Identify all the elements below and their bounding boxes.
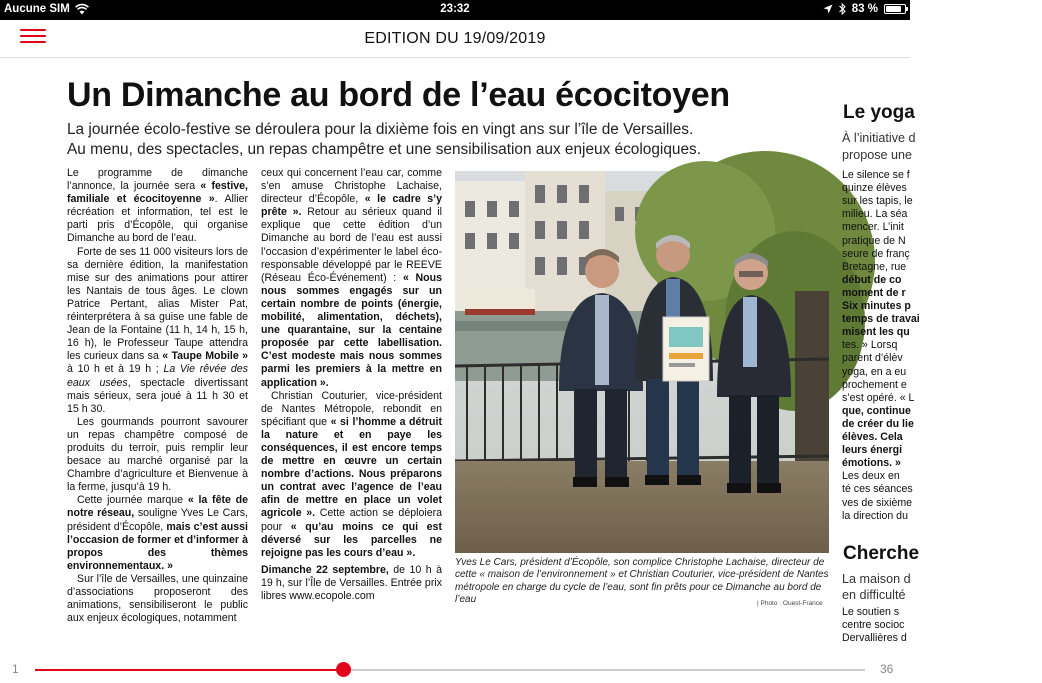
status-icons [823,3,906,15]
article-photo[interactable] [455,171,829,553]
standfirst-line: Au menu, des spectacles, un repas champêtre et une sensibilisation aux enjeux écologiques. [67,141,701,158]
standfirst-line: La journée écolo-festive se déroulera pour la dixième fois en vingt ans sur l’île de Versailles. [67,121,694,138]
third-article-standfirst: en difficulté [842,588,906,602]
body-line: que, continue [842,404,911,417]
newspaper-page[interactable] [0,59,920,653]
body-line: ves de sixième [842,496,913,509]
article-paragraph: Christian Couturier, vice-président de Nantes Métropole, rebondit en spécifiant que « si l’homme a détruit la nature et en paye les conséquences, il est encore temps de mettre en œuvre un certain nombre d’actions. Nous préparons un contrat avec l’agence de l’eau afin de mettre en place un volet agricole ». Cette action se déploiera pour « qu’au moins ce qui est déversé sur les parcelles ne rejoigne pas les cours d’eau ». [261,389,443,559]
battery-icon [884,4,906,14]
next-article-headline: Le yoga [843,102,915,123]
body-line: moment de r [842,286,906,299]
body-line: té ces séances [842,483,913,496]
next-article-standfirst: À l’initiative d [842,131,916,145]
third-article-standfirst: La maison d [842,572,911,586]
body-line: émotions. » [842,457,901,470]
event-info: Dimanche 22 septembre, de 10 h à 19 h, sur l’Île de Versailles. Entrée prix libres www.ecopole.com [261,563,442,602]
photo-credit: | Photo : Ouest-France [757,600,823,607]
status-bar [0,0,910,20]
body-line: Le silence se f [842,169,910,181]
photo-illustration [455,171,829,553]
edition-title: EDITION DU 19/09/2019 [364,30,546,47]
body-line: Bretagne, rue [842,260,907,273]
article-paragraph: Le programme de dimanche l’annonce, la journée sera « festive, familiale et écocitoyenne ». Allier récréation et information, tel est le parti pris d’Écopôle, qui organise Dimanche au bord de l’eau. [67,167,248,245]
body-line: s’est opéré. « L [842,391,915,404]
body-line: temps de travai [842,313,920,326]
carrier-label: Aucune SIM [4,3,70,15]
body-line: sur les tapis, le [842,195,913,208]
page-slider-fill [35,669,343,671]
body-line: Six minutes p [842,300,911,312]
body-line: la direction du [842,509,908,522]
body-line: tes. » Lorsq [842,339,898,352]
article-column-2 [261,167,442,603]
next-article-column[interactable] [842,59,1042,653]
article-paragraph: Les gourmands pourront savourer un repas champêtre composé de produits du terroir, puis remplir leur besace au marché organisé par la Chambre d’agriculture et Bienvenue à la ferme, jusqu’à 19 h. [67,415,248,494]
top-bar [0,20,910,58]
wifi-icon [75,4,89,15]
photo-caption: Yves Le Cars, président d’Écopôle, son complice Christophe Lachaise, directeur de cette « maison de l’environnement » et Christian Couturier, vice-président de Nantes métropole en charge du cycle de l’eau, sont fin prêts pour ce Dimanche au bord de l’eau [455,557,829,606]
article-paragraph: Sur l’île de Versailles, une quinzaine d’associations proposeront des animations, sensibiliseront le public aux enjeux écologiques, notamment [67,572,248,625]
location-arrow-icon [823,4,833,14]
carrier-group [4,3,89,15]
page-slider-bar [0,653,910,683]
article-column-1 [67,167,248,625]
body-line: pratique de N [842,234,906,247]
first-page-label: 1 [12,662,19,676]
body-line: mencer. L’init [842,221,904,234]
clock: 23:32 [440,3,470,15]
article-paragraph: Cette journée marque « la fête de notre réseau, souligne Yves Le Cars, président d’Écopôle, mais c’est aussi l’occasion de former et d’informer à propos des thèmes environnementaux. » [67,494,248,572]
next-article-standfirst: propose une [842,148,913,162]
body-line: de créer du lie [842,417,914,430]
article-paragraph: ceux qui concernent l’eau car, comme s’en amuse Christophe Lachaise, directeur d’Écopôle, « le cadre s’y prête ». Retour au sérieux quand il explique que cette édition d’un Dimanche au bord de l’eau est aussi l’occasion d’expérimenter le label éco-responsable développé par le REEVE (Réseau Éco-Événement) : « Nous nous sommes engagés sur un certain nombre de points (énergie, mobilité, alimentation, déchets), une quarantaine, sur la centaine proposée par cette labellisation. C’est modeste mais nous sommes parmi les premiers à la mettre en application ». [261,167,442,389]
article-headline: Un Dimanche au bord de l’eau écocitoyen [67,76,730,114]
body-line: centre socioc [842,619,905,632]
body-line: seure de franç [842,247,910,260]
page-slider-thumb[interactable] [336,662,351,677]
body-line: milieu. La séa [842,208,908,221]
body-line: élèves. Cela [842,431,903,443]
body-line: début de co [842,273,902,286]
page-slider-track[interactable] [35,669,865,671]
battery-level [886,6,901,12]
body-line: leurs énergi [842,444,903,457]
body-line: misent les qu [842,326,910,339]
bluetooth-icon [839,3,846,15]
battery-percentage: 83 % [851,3,878,15]
last-page-label: 36 [880,662,894,676]
article-standfirst [67,120,727,160]
article-paragraph: Forte de ses 11 000 visiteurs lors de sa dernière édition, la manifestation mise sur des animations pour attirer les Nantais de tous âges. Le clown Patrice Pertant, alias Mister Pat, réinterprétera à sa guise une fable de Jean de la Fontaine (11 h, 14 h, 15 h, 16 h), le Professeur Taupe attendra les curieux dans sa « Taupe Mobile » à 10 h et à 19 h ; La Vie rêvée des eaux usées, spectacle divertissant mais sérieux, sera joué à 11 h 30 et 15 h 30. [67,245,248,415]
body-line: parent d’élèv [842,352,903,365]
body-line: Dervallières d [842,632,907,645]
body-line: quinze élèves [842,182,907,195]
third-article-headline: Cherche [843,543,920,564]
body-line: Les deux en [842,470,900,483]
body-line: prochement e [842,378,907,391]
body-line: yoga, en a eu [842,365,907,378]
body-line: Le soutien s [842,606,900,618]
